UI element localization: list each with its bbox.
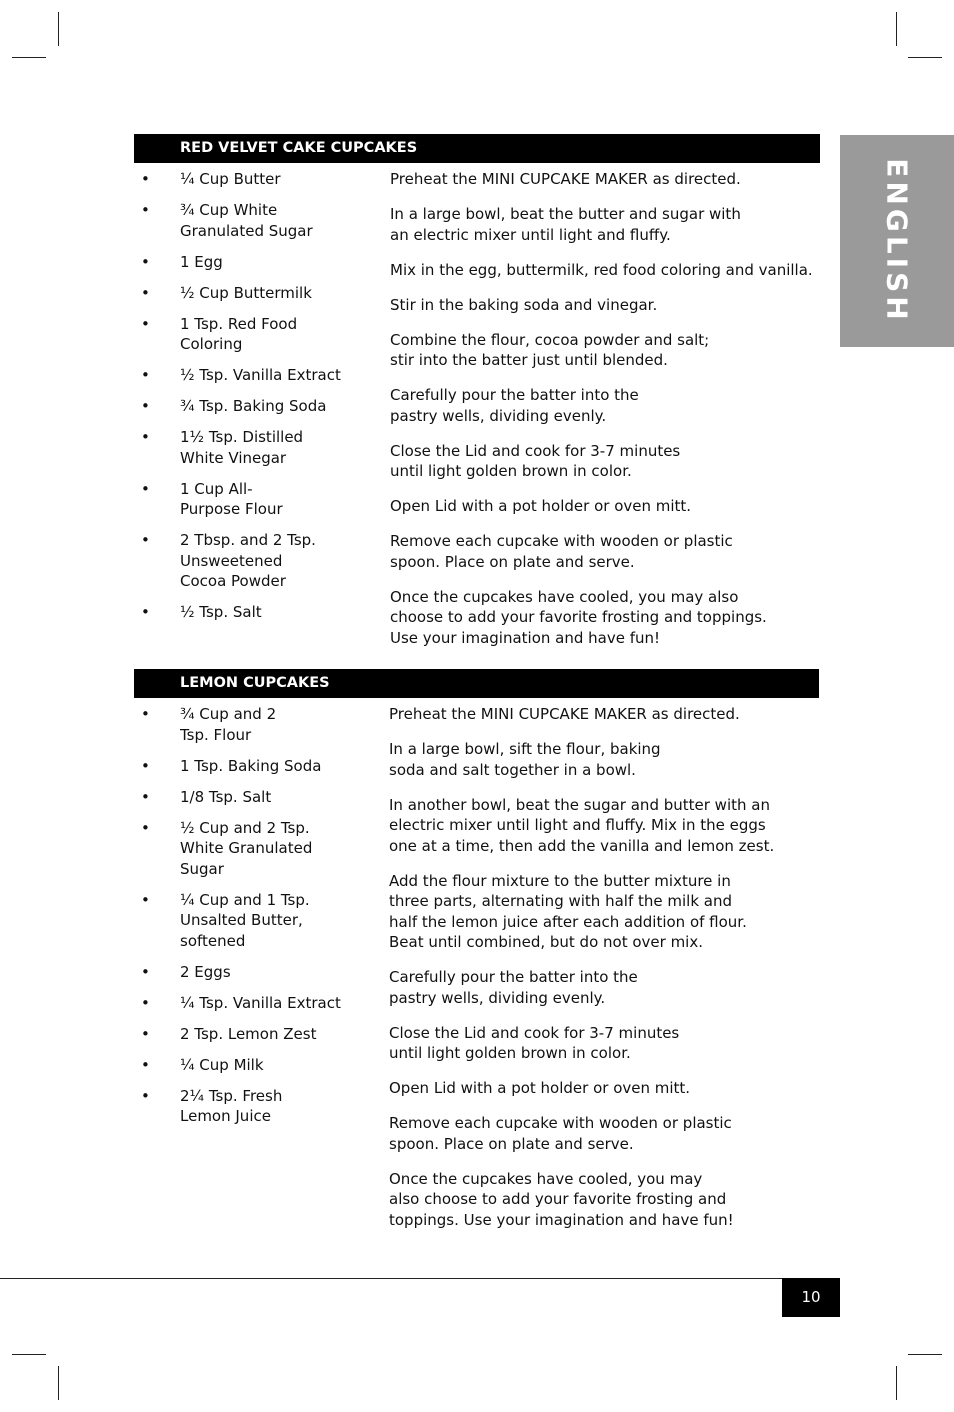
- ingredient-text: ½ Tsp. Vanilla Extract: [180, 366, 341, 384]
- page-number: 10: [782, 1278, 840, 1317]
- instruction-step: Stir in the baking soda and vinegar.: [390, 295, 658, 314]
- ingredient-item: [134, 479, 374, 520]
- ingredient-item: [134, 756, 374, 777]
- bullet-icon: •: [141, 705, 150, 723]
- crop-mark: [896, 12, 897, 46]
- instruction-step: Remove each cupcake with wooden or plastic spoon. Place on plate and serve.: [389, 1114, 732, 1153]
- bullet-icon: •: [141, 787, 150, 806]
- bullet-icon: •: [141, 314, 150, 333]
- ingredient-text: 1½ Tsp. Distilled White Vinegar: [180, 428, 304, 467]
- ingredient-item: [134, 252, 374, 273]
- ingredient-text: 1/8 Tsp. Salt: [180, 787, 272, 806]
- bullet-icon: •: [141, 1055, 150, 1074]
- ingredient-item: [134, 427, 374, 468]
- recipe-red-velvet: [134, 134, 820, 647]
- instruction-step: In another bowl, beat the sugar and butter with an electric mixer until light and fluffy. Mix in the eggs one at a time, then add the vanilla and lemon zest.: [389, 795, 775, 855]
- instruction-step: Carefully pour the batter into the pastry wells, dividing evenly.: [390, 386, 639, 425]
- instruction-list: [389, 704, 819, 1245]
- ingredient-item: [134, 704, 374, 745]
- ingredient-text: ¼ Tsp. Vanilla Extract: [180, 993, 341, 1012]
- crop-mark: [12, 57, 46, 58]
- instruction-step: In a large bowl, beat the butter and sugar with an electric mixer until light and fluffy.: [390, 205, 741, 244]
- bullet-icon: •: [141, 283, 150, 302]
- instruction-step: Preheat the MINI CUPCAKE MAKER as directed.: [390, 170, 741, 188]
- recipe-title: RED VELVET CAKE CUPCAKES: [134, 134, 820, 163]
- ingredient-text: 1 Egg: [180, 252, 223, 271]
- ingredient-text: ½ Cup and 2 Tsp. White Granulated Sugar: [180, 818, 313, 878]
- bullet-icon: •: [141, 428, 150, 446]
- ingredient-item: [134, 1024, 374, 1045]
- bullet-icon: •: [141, 1024, 150, 1043]
- ingredient-text: 2 Eggs: [180, 962, 231, 981]
- ingredient-item: [134, 396, 374, 417]
- ingredient-text: 1 Cup All- Purpose Flour: [180, 479, 283, 518]
- crop-mark: [908, 57, 942, 58]
- instruction-step: Remove each cupcake with wooden or plastic spoon. Place on plate and serve.: [390, 532, 733, 571]
- bullet-icon: •: [141, 756, 150, 775]
- instruction-list: [390, 169, 820, 663]
- ingredient-text: 2 Tsp. Lemon Zest: [180, 1024, 317, 1043]
- instruction-step: Open Lid with a pot holder or oven mitt.: [389, 1079, 691, 1097]
- ingredient-item: [134, 365, 374, 386]
- ingredient-text: ¼ Cup Milk: [180, 1055, 264, 1074]
- ingredient-list: [134, 169, 374, 633]
- ingredient-text: 2¼ Tsp. Fresh Lemon Juice: [180, 1086, 283, 1125]
- ingredient-text: 1 Tsp. Red Food Coloring: [180, 314, 298, 353]
- ingredient-item: [134, 200, 374, 241]
- bullet-icon: •: [141, 479, 150, 498]
- ingredient-item: [134, 602, 374, 623]
- ingredient-item: [134, 169, 374, 190]
- bullet-icon: •: [141, 201, 150, 219]
- ingredient-item: [134, 787, 374, 808]
- ingredient-list: [134, 704, 374, 1137]
- recipe-title: LEMON CUPCAKES: [134, 669, 819, 698]
- ingredient-text: ¾ Tsp. Baking Soda: [180, 397, 327, 415]
- bullet-icon: •: [141, 890, 150, 909]
- instruction-step: In a large bowl, sift the flour, baking soda and salt together in a bowl.: [389, 740, 661, 779]
- ingredient-item: [134, 314, 374, 355]
- ingredient-text: ¼ Cup and 1 Tsp. Unsalted Butter, softened: [180, 890, 310, 950]
- bullet-icon: •: [141, 962, 150, 981]
- instruction-step: Once the cupcakes have cooled, you may also choose to add your favorite frosting and toppings. Use your imagination and have fun!: [390, 587, 767, 647]
- ingredient-text: 1 Tsp. Baking Soda: [180, 756, 322, 775]
- ingredient-item: [134, 1055, 374, 1076]
- instruction-step: Preheat the MINI CUPCAKE MAKER as directed.: [389, 705, 740, 723]
- bullet-icon: •: [141, 366, 150, 384]
- instruction-step: Once the cupcakes have cooled, you may also choose to add your favorite frosting and toppings. Use your imagination and have fun!: [389, 1169, 734, 1229]
- bullet-icon: •: [141, 252, 150, 271]
- recipe-lemon: [134, 669, 819, 1229]
- instruction-step: Carefully pour the batter into the pastry wells, dividing evenly.: [389, 968, 638, 1007]
- instruction-step: Mix in the egg, buttermilk, red food coloring and vanilla.: [390, 260, 813, 279]
- language-tab-label: ENGLISH: [880, 158, 914, 324]
- bullet-icon: •: [141, 993, 150, 1012]
- ingredient-text: ¾ Cup White Granulated Sugar: [180, 201, 313, 240]
- bullet-icon: •: [141, 1086, 150, 1105]
- crop-mark: [896, 1366, 897, 1400]
- crop-mark: [908, 1354, 942, 1355]
- instruction-step: Close the Lid and cook for 3-7 minutes until light golden brown in color.: [390, 441, 681, 480]
- bullet-icon: •: [141, 603, 150, 621]
- footer-rule: [0, 1278, 840, 1279]
- instruction-step: Open Lid with a pot holder or oven mitt.: [390, 497, 692, 515]
- crop-mark: [58, 12, 59, 46]
- ingredient-item: [134, 993, 374, 1014]
- instruction-step: Combine the flour, cocoa powder and salt; stir into the batter just until blended.: [390, 330, 710, 369]
- bullet-icon: •: [141, 531, 150, 549]
- ingredient-item: [134, 890, 374, 952]
- ingredient-item: [134, 283, 374, 304]
- ingredient-item: [134, 1086, 374, 1127]
- ingredient-text: ½ Cup Buttermilk: [180, 283, 312, 302]
- ingredient-text: ¼ Cup Butter: [180, 170, 281, 188]
- crop-mark: [58, 1366, 59, 1400]
- ingredient-item: [134, 962, 374, 983]
- ingredient-text: ¾ Cup and 2 Tsp. Flour: [180, 705, 277, 744]
- bullet-icon: •: [141, 170, 150, 188]
- instruction-step: Add the flour mixture to the butter mixture in three parts, alternating with half the milk and half the lemon juice after each addition of flour. Beat until combined, but do not over mix.: [389, 871, 747, 951]
- ingredient-item: [134, 818, 374, 880]
- bullet-icon: •: [141, 818, 150, 837]
- language-tab: [840, 135, 954, 347]
- ingredient-text: 2 Tbsp. and 2 Tsp. Unsweetened Cocoa Powder: [180, 531, 316, 590]
- instruction-step: Close the Lid and cook for 3-7 minutes until light golden brown in color.: [389, 1023, 680, 1062]
- ingredient-text: ½ Tsp. Salt: [180, 603, 262, 621]
- bullet-icon: •: [141, 397, 150, 415]
- ingredient-item: [134, 530, 374, 592]
- crop-mark: [12, 1354, 46, 1355]
